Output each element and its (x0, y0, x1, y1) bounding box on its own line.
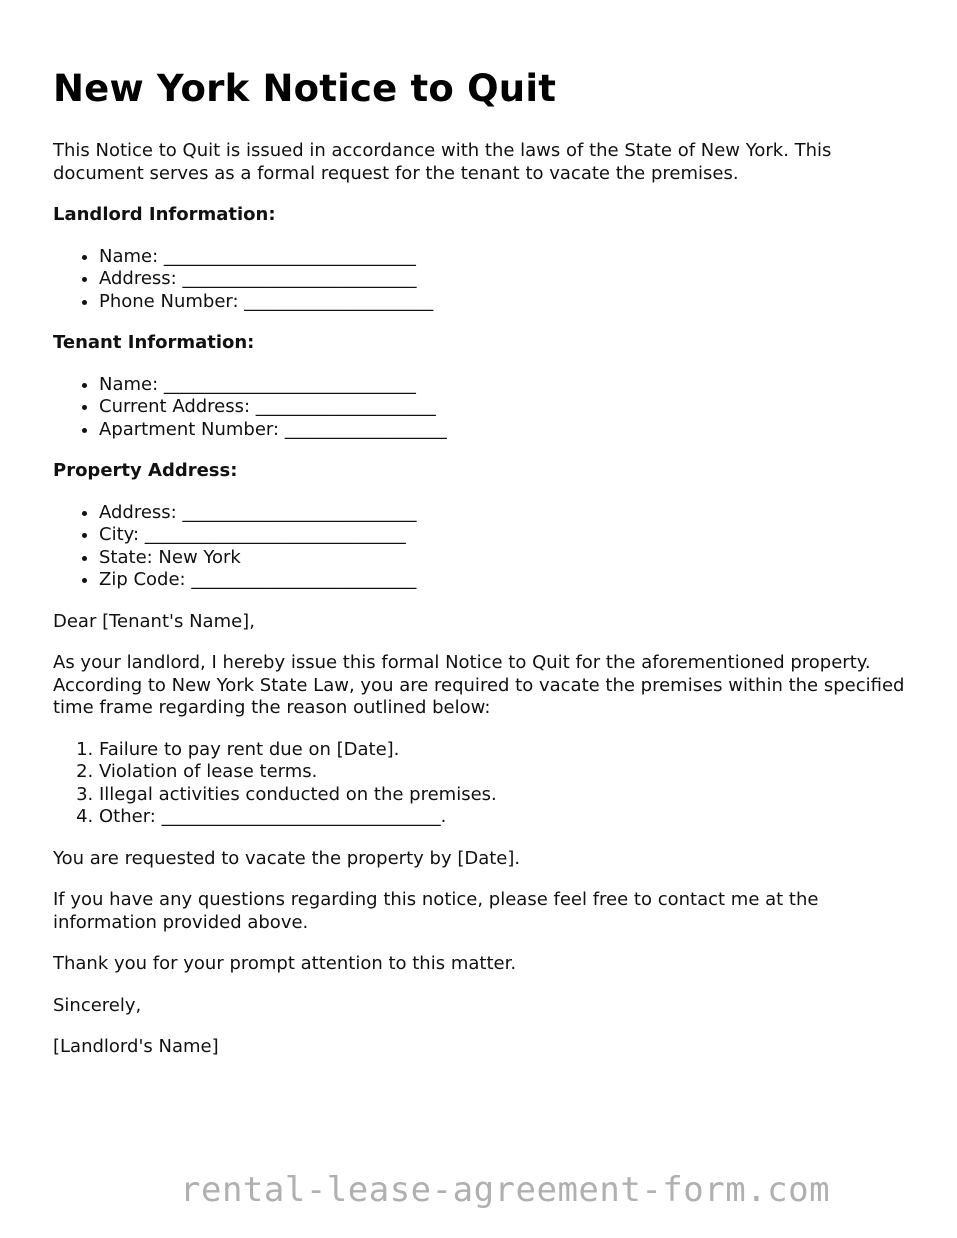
landlord-address-field: • Address: __________________________ (99, 268, 923, 291)
tenant-info-list (53, 374, 923, 442)
signature: [Landlord's Name] (53, 1036, 219, 1057)
reason-item: 4. Other: _______________________________. (99, 806, 923, 829)
intro-paragraph: This Notice to Quit is issued in accordance with the laws of the State of New York. This document serves as a formal request for the tenant to vacate the premises. (53, 140, 832, 184)
property-address-field: • Address: __________________________ (99, 502, 923, 525)
landlord-phone-field: • Phone Number: _____________________ (99, 291, 923, 314)
reason-item: 1. Failure to pay rent due on [Date]. (99, 739, 923, 762)
thanks-paragraph: Thank you for your prompt attention to this matter. (53, 953, 517, 974)
tenant-heading: Tenant Information: (53, 332, 255, 353)
property-state-field: • State: New York (99, 547, 923, 570)
property-heading: Property Address: (53, 460, 238, 481)
watermark: rental-lease-agreement-form.com (180, 1170, 831, 1210)
landlord-name-field: • Name: ____________________________ (99, 246, 923, 269)
tenant-apartment-field: • Apartment Number: __________________ (99, 419, 923, 442)
closing: Sincerely, (53, 994, 142, 1016)
reasons-list (53, 739, 923, 829)
property-zip-field: • Zip Code: _________________________ (99, 569, 923, 592)
property-city-field: • City: _____________________________ (99, 524, 923, 547)
tenant-current-address-field: • Current Address: ____________________ (99, 396, 923, 419)
greeting: Dear [Tenant's Name], (53, 610, 255, 632)
vacate-by-paragraph: You are requested to vacate the property by [Date]. (53, 847, 521, 869)
landlord-info-list (53, 246, 923, 314)
tenant-name-field: • Name: ____________________________ (99, 374, 923, 397)
property-address-list (53, 502, 923, 592)
body-paragraph: As your landlord, I hereby issue this formal Notice to Quit for the aforementioned property. According to New York State Law, you are required to vacate the premises within the specified time frame regarding the reason outlined below: (53, 652, 905, 718)
reason-item: 2. Violation of lease terms. (99, 761, 923, 784)
landlord-heading: Landlord Information: (53, 204, 276, 225)
document-page (53, 62, 923, 1078)
page-title: New York Notice to Quit (53, 67, 557, 110)
reason-item: 3. Illegal activities conducted on the premises. (99, 784, 923, 807)
questions-paragraph: If you have any questions regarding this notice, please feel free to contact me at the information provided above. (53, 889, 819, 933)
